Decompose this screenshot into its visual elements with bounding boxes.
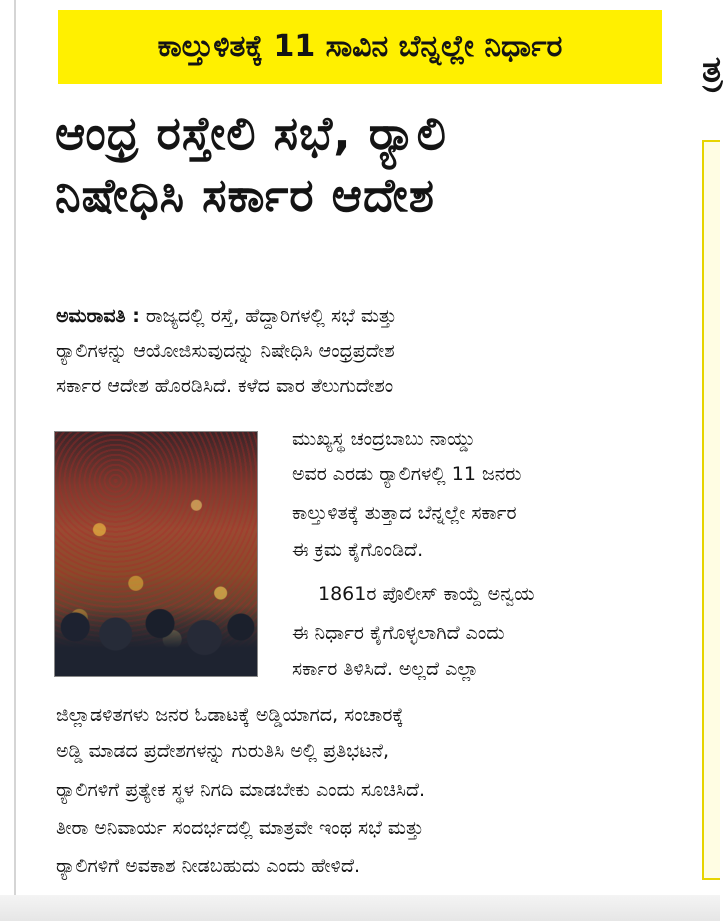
kicker-text: ಕಾಲ್ತುಳಿತಕ್ಕೆ 11 ಸಾವಿನ ಬೆನ್ನಲ್ಲೇ ನಿರ್ಧಾರ bbox=[157, 29, 563, 64]
article-line: ಕಾಲ್ತುಳಿತಕ್ಕೆ ತುತ್ತಾದ ಬೆನ್ನಲ್ಲೇ ಸರ್ಕಾರ bbox=[292, 502, 517, 524]
article-line: ಸರ್ಕಾರ ಆದೇಶ ಹೊರಡಿಸಿದೆ. ಕಳೆದ ವಾರ ತೆಲುಗುದೇಶಂ bbox=[56, 375, 394, 397]
article-line: ರ್‍ಯಾಲಿಗಳಿಗೆ ಪ್ರತ್ಯೇಕ ಸ್ಥಳ ನಿಗದಿ ಮಾಡಬೇಕು ಎಂದು ಸೂಚಿಸಿದೆ. bbox=[56, 779, 426, 801]
article-line: ಈ ಕ್ರಮ ಕೈಗೊಂಡಿದೆ. bbox=[292, 539, 424, 561]
article-line: ಅಡ್ಡಿ ಮಾಡದ ಪ್ರದೇಶಗಳನ್ನು ಗುರುತಿಸಿ ಅಲ್ಲಿ ಪ್ರತಿಭಟನೆ, bbox=[56, 740, 389, 762]
article-line: ಸರ್ಕಾರ ತಿಳಿಸಿದೆ. ಅಲ್ಲದೆ ಎಲ್ಲಾ bbox=[292, 658, 479, 680]
article-line: ರ್‍ಯಾಲಿಗಳಿಗೆ ಅವಕಾಶ ನೀಡಬಹುದು ಎಂದು ಹೇಳಿದೆ. bbox=[56, 855, 360, 877]
crowd-silhouettes bbox=[55, 606, 257, 676]
headline-line-2: ನಿಷೇಧಿಸಿ ಸರ್ಕಾರ ಆದೇಶ bbox=[55, 168, 436, 222]
adjacent-column-headline-fragment: ತ್ರ bbox=[702, 49, 723, 90]
article-line: ಈ ನಿರ್ಧಾರ ಕೈಗೊಳ್ಳಲಾಗಿದೆ ಎಂದು bbox=[292, 622, 505, 644]
page-bottom-edge bbox=[0, 895, 720, 921]
article-line: ಮುಖ್ಯಸ್ಥ ಚಂದ್ರಬಾಬು ನಾಯ್ಡು bbox=[292, 428, 476, 450]
article-line-text: ರಾಜ್ಯದಲ್ಲಿ ರಸ್ತೆ, ಹೆದ್ದಾರಿಗಳಲ್ಲಿ ಸಭೆ ಮತ್ತು bbox=[145, 305, 397, 327]
kicker-strap bbox=[58, 10, 662, 84]
adjacent-column-box bbox=[702, 140, 720, 880]
article-line: ಜಿಲ್ಲಾಡಳಿತಗಳು ಜನರ ಓಡಾಟಕ್ಕೆ ಅಡ್ಡಿಯಾಗದ, ಸಂಚಾರಕ್ಕೆ bbox=[56, 704, 404, 726]
article-line: ರ್‍ಯಾಲಿಗಳನ್ನು ಆಯೋಜಿಸುವುದನ್ನು ನಿಷೇಧಿಸಿ ಆಂಧ್ರಪ್ರದೇಶ bbox=[56, 340, 395, 362]
dateline: ಅಮರಾವತಿ : bbox=[56, 305, 140, 327]
article-line: 1861ರ ಪೊಲೀಸ್ ಕಾಯ್ದೆ ಅನ್ವಯ bbox=[318, 583, 535, 605]
crowd-photo bbox=[54, 431, 258, 677]
headline bbox=[55, 102, 680, 226]
article-line: ತೀರಾ ಅನಿವಾರ್ಯ ಸಂದರ್ಭದಲ್ಲಿ ಮಾತ್ರವೇ ಇಂಥ ಸಭೆ ಮತ್ತು bbox=[56, 817, 424, 839]
article-line bbox=[56, 302, 668, 330]
column-divider bbox=[14, 0, 16, 895]
headline-line-1: ಆಂಧ್ರ ರಸ್ತೇಲಿ ಸಭೆ, ರ್‍ಯಾಲಿ bbox=[55, 106, 447, 160]
article-line: ಅವರ ಎರಡು ರ್‍ಯಾಲಿಗಳಲ್ಲಿ 11 ಜನರು bbox=[292, 463, 522, 485]
